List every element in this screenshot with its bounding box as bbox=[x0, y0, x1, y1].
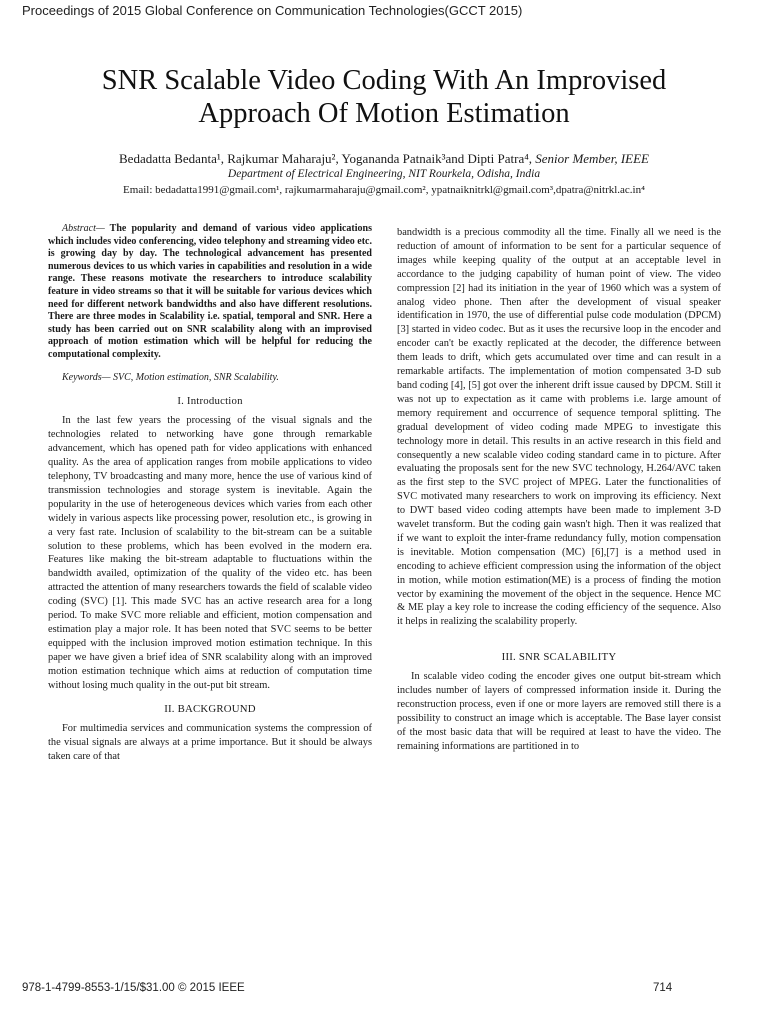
author-names: Bedadatta Bedanta¹, Rajkumar Maharaju², Yogananda Patnaik³and Dipti Patra⁴, bbox=[119, 151, 532, 166]
paper-title bbox=[40, 64, 728, 130]
title-line-1: SNR Scalable Video Coding With An Improvised bbox=[101, 65, 667, 96]
keywords: Keywords— SVC, Motion estimation, SNR Scalability. bbox=[62, 371, 279, 383]
background-text-continued: bandwidth is a precious commodity all the time. Finally all we need is the reduction of amount of information to be sent for a particular sequence of images while keeping quality of the output at an acceptable level in accordance to the judging capability of human point of view. The video compression [2] had its initiation in the year of 1960 which was a system of analog video phone. Then after the development of visual speaker identification in 1970, the use of differential pulse code modulation (DPCM) [3] started in video codec. But as it uses the recursive loop in the encoder and encoder can't be exactly replicated at the decoder, the difference between them leads to drift, which gets accumulated over time and can result in a remarkable artifacts. The implementation of motion compensated 3-D sub band coding [4], [5] got over the inherent drift issue caused by DPCM. Still it was not up to expectation as it came with problems i.e. large amount of memory requirement and occurrence of sequence temporal splitting. The gradual development of video coding made MPEG to investigate this technology more in detail. This results in an active research in this field and consequently a new scalable video coding standard came in to picture. After evaluating the proposals sent for the new SVC technology, H.264/AVC taken as the first step to the SVC project of MPEG. Later the functionalities of SVC motivated many researchers to work on improving its efficiency. Next to DWT based video coding attempts have been made to implement 3-D wavelet transform. But the coding gain wasn't high. Then it was realized that if we want to exploit the inter-frame redundancy fully, motion compensation is inevitable. Motion compensation (MC) [6],[7] is a method used in encoding to achieve efficient compression using the information of the object in motion, while motion estimation(ME) is a process of finding the motion vector by examining the movement of the object in the sequence. Hence MC & ME play a key role to increase the coding efficiency of the sequence. Also it helps in realizing the scalability properly. bbox=[397, 227, 721, 628]
abstract-lead: Abstract— bbox=[62, 223, 105, 234]
snr-scalability-text: In scalable video coding the encoder gives one output bit-stream which includes number of layers of compressed information inside it. During the reconstruction process, even if one or more layers are removed still there is a possibility to construct an image which is acceptable. The Base layer consist of the most basic data that will be required at least to have the video. The remaining informations are partitioned in to bbox=[397, 671, 721, 752]
author-list bbox=[20, 151, 748, 167]
footer-isbn: 978-1-4799-8553-1/15/$31.00 © 2015 IEEE bbox=[22, 982, 245, 994]
title-line-2: Approach Of Motion Estimation bbox=[198, 98, 570, 129]
right-column bbox=[397, 226, 721, 754]
author-emails: Email: bedadatta1991@gmail.com¹, rajkumarmaharaju@gmail.com², ypatnaiknitrkl@gmail.com³,dpatra@nitrkl.ac.in⁴ bbox=[123, 184, 645, 196]
section-heading-introduction: I. Introduction bbox=[177, 395, 243, 408]
left-column bbox=[48, 223, 372, 764]
conference-header: Proceedings of 2015 Global Conference on Communication Technologies(GCCT 2015) bbox=[22, 3, 523, 18]
author-affiliation: Department of Electrical Engineering, NIT Rourkela, Odisha, India bbox=[227, 168, 541, 180]
abstract bbox=[48, 223, 372, 362]
author-role: Senior Member, IEEE bbox=[532, 151, 649, 166]
page-number: 714 bbox=[653, 982, 673, 994]
section-heading-background: II. BACKGROUND bbox=[164, 703, 256, 716]
background-text: For multimedia services and communication systems the compression of the visual signals are always at a prime importance. But it should be always taken care of that bbox=[48, 723, 372, 763]
abstract-text: The popularity and demand of various video applications which includes video conferencing, video telephony and streaming video etc. is growing day by day. The technological advancement has presented numerous devices to us which varies in capabilities and resolution in a wide range. These reasons motivate the researchers to introduce scalability feature in video streams so that it will be suitable for various devices which need for different network bandwidths and also have different resolutions. There are three modes in Scalability i.e. spatial, temporal and SNR. Here a study has been carried out on SNR scalability along with an improvised approach of motion estimation which will be helpful for reducing the computational complexity. bbox=[48, 223, 372, 360]
introduction-text: In the last few years the processing of the visual signals and the technologies related to networking have gone through remarkable advancement, which has opened path for video applications with enhanced quality. As the area of application ranges from mobile applications to video telephony, TV broadcasting and many more, hence the use of various kind of transmission technologies and storage system is inevitable. Again the popularity in the use of heterogeneous devices which varies from each other widely in various aspects like processing power, resolution etc., is growing in a very fast rate. Inclusion of scalability to the bit-stream can be a suitable solution to these problems, which has been evolved in the modern era. Features like making the bit-stream adaptable to fluctuations within the bandwidth availed, optimization of the quality of the video etc. has been attracted the attention of many researchers towards the field of scalable video coding (SVC) [1]. This made SVC has an active research area for a long period. To make SVC more reliable and efficient, motion compensation and estimation play a major role. It has been noted that SVC seems to be better equipped with the inclusion improved motion estimation technique. In this paper we have given a brief idea of SNR scalability along with an improved motion estimation technique which aims at reduction of computation time without losing much quality in the out-put bit stream. bbox=[48, 415, 372, 691]
section-heading-snr-scalability: III. SNR SCALABILITY bbox=[501, 651, 617, 664]
